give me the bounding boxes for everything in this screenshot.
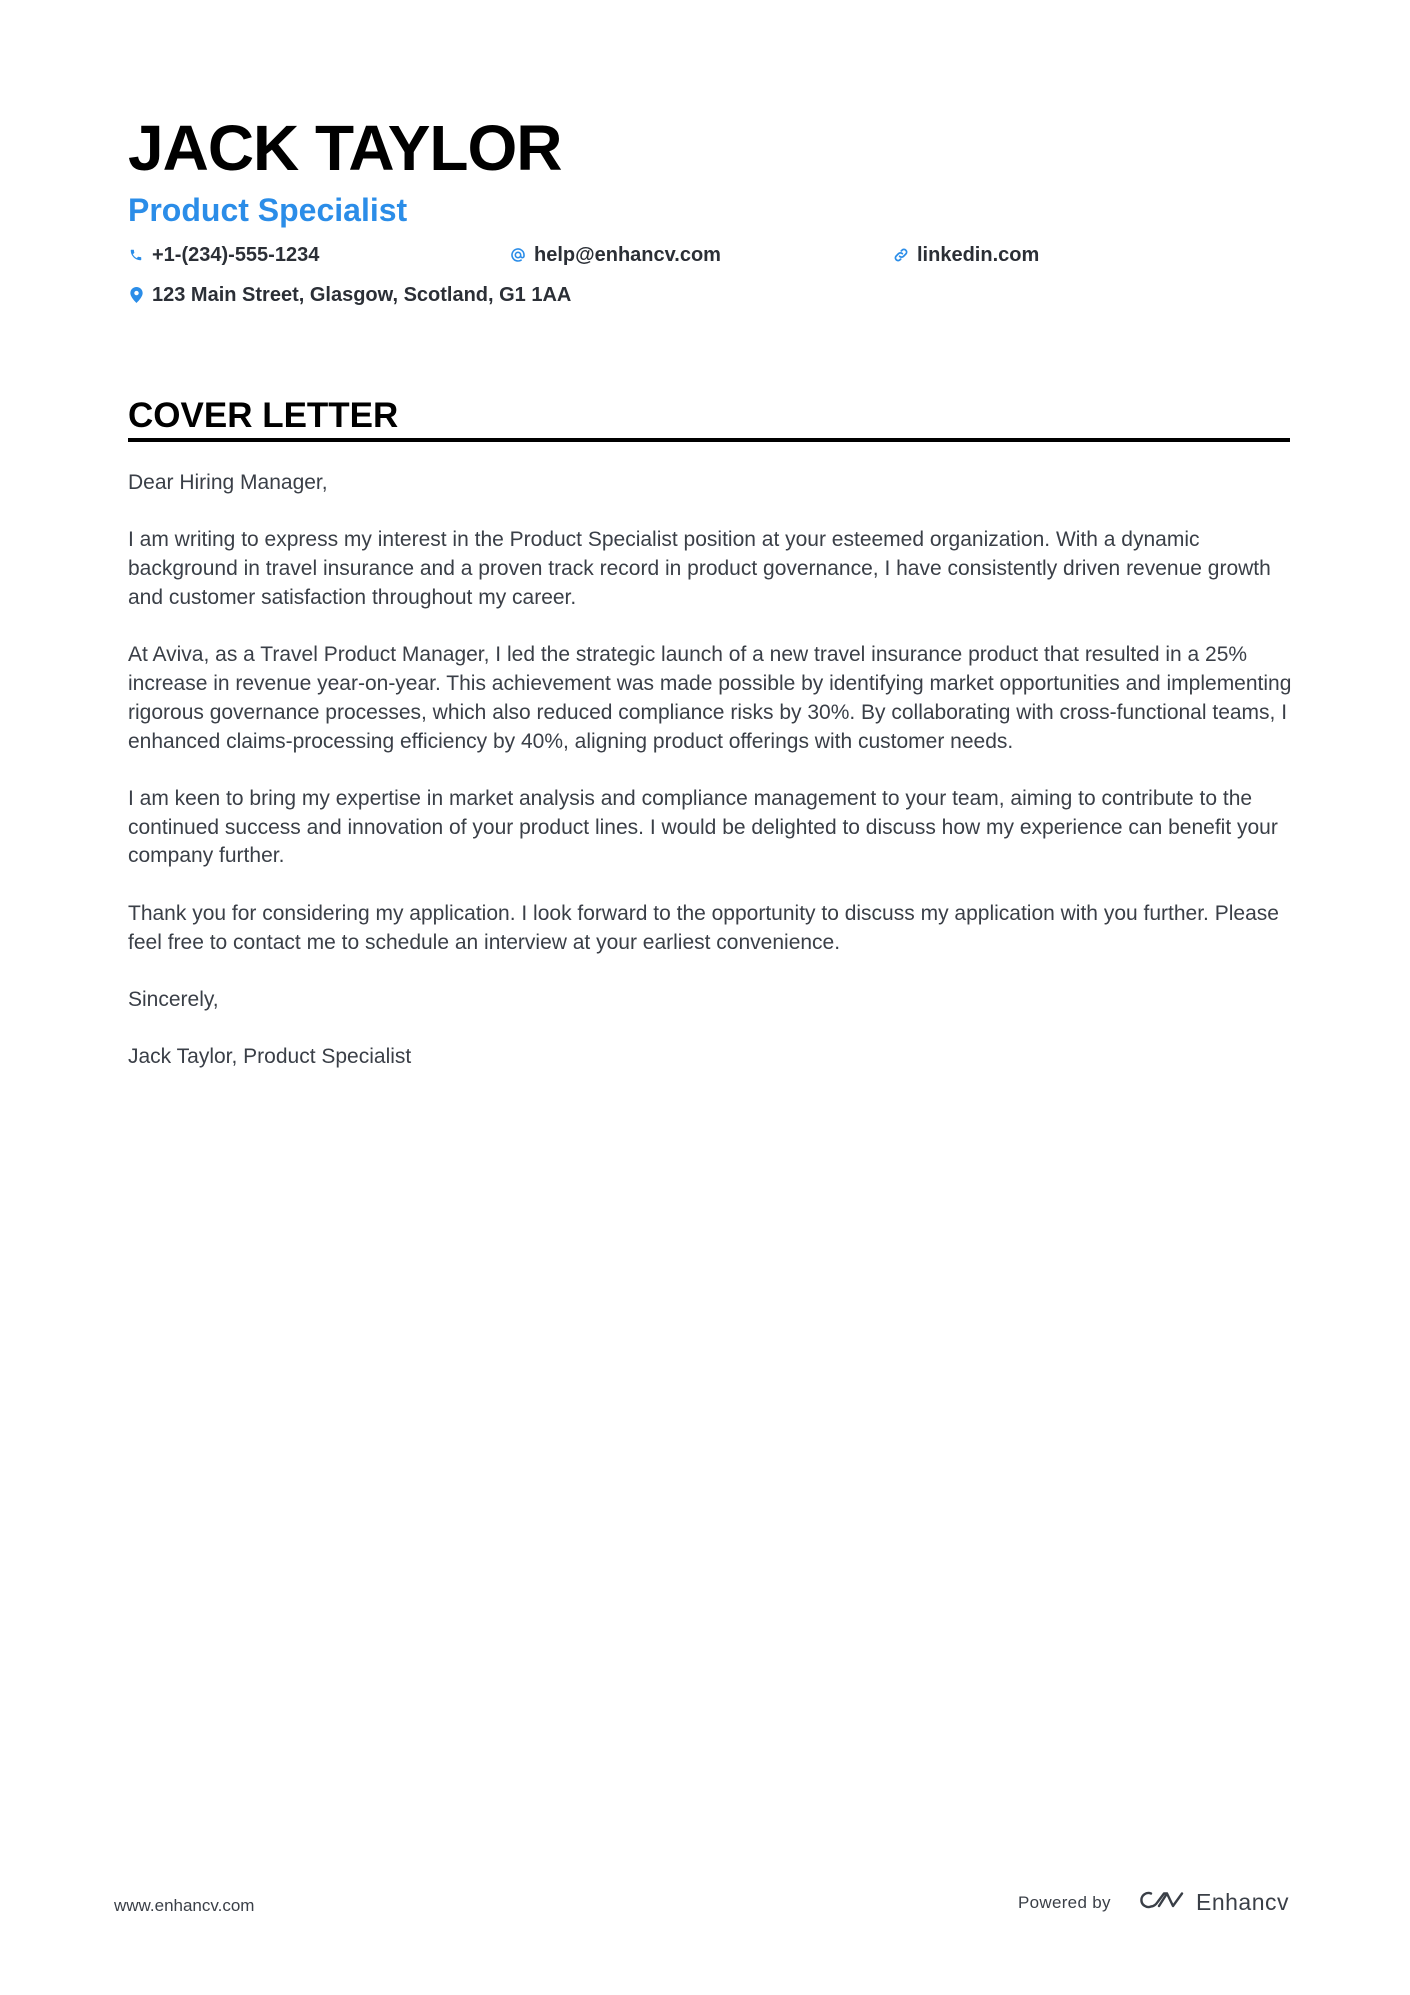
letter-body — [128, 469, 1298, 1100]
brand-logo[interactable] — [1138, 1886, 1289, 1918]
contact-linkedin-text[interactable]: linkedin.com — [917, 244, 1040, 266]
contact-email-text[interactable]: help@enhancv.com — [534, 244, 721, 266]
location-pin-icon — [128, 287, 144, 303]
brand-name: Enhancv — [1196, 1889, 1290, 1915]
candidate-name: JACK TAYLOR — [128, 112, 562, 184]
contact-phone-text: +1-(234)-555-1234 — [152, 244, 320, 266]
contact-address — [128, 283, 571, 307]
letter-greeting: Dear Hiring Manager, — [128, 471, 328, 494]
candidate-role: Product Specialist — [128, 192, 408, 228]
footer-url[interactable]: www.enhancv.com — [114, 1896, 255, 1915]
contact-linkedin[interactable] — [893, 243, 1039, 267]
letter-paragraph: Thank you for considering my application. I look forward to the opportunity to discuss my application with you further. Please feel free to contact me to schedule an interview at your earliest convenience. — [128, 901, 1279, 954]
contact-email[interactable] — [510, 243, 721, 267]
at-icon — [510, 247, 526, 263]
phone-icon — [128, 247, 144, 263]
powered-by-label: Powered by — [1018, 1893, 1111, 1912]
section-divider — [128, 438, 1290, 442]
letter-paragraph: I am writing to express my interest in the Product Specialist position at your esteemed organization. With a dynamic background in travel insurance and a proven track record in product governance, I have consistently driven revenue growth and customer satisfaction throughout my career. — [128, 528, 1271, 609]
letter-paragraph: At Aviva, as a Travel Product Manager, I led the strategic launch of a new travel insurance product that resulted in a 25% increase in revenue year-on-year. This achievement was made possible by identifying market opportunities and implementing rigorous governance processes, which also reduced compliance risks by 30%. By collaborating with cross-functional teams, I enhanced claims-processing efficiency by 40%, aligning product offerings with customer needs. — [128, 643, 1292, 753]
link-icon — [893, 247, 909, 263]
letter-signature: Jack Taylor, Product Specialist — [128, 1045, 412, 1069]
contact-phone — [128, 243, 319, 267]
section-title: COVER LETTER — [128, 396, 399, 435]
letter-closing: Sincerely, — [128, 987, 219, 1011]
letter-paragraph: I am keen to bring my expertise in market analysis and compliance management to your team, aiming to contribute to the continued success and innovation of your product lines. I would be delighted to discuss how my experience can benefit your company further. — [128, 786, 1278, 868]
contact-address-text: 123 Main Street, Glasgow, Scotland, G1 1AA — [152, 284, 572, 306]
enhancv-logo-icon — [1138, 1888, 1186, 1917]
